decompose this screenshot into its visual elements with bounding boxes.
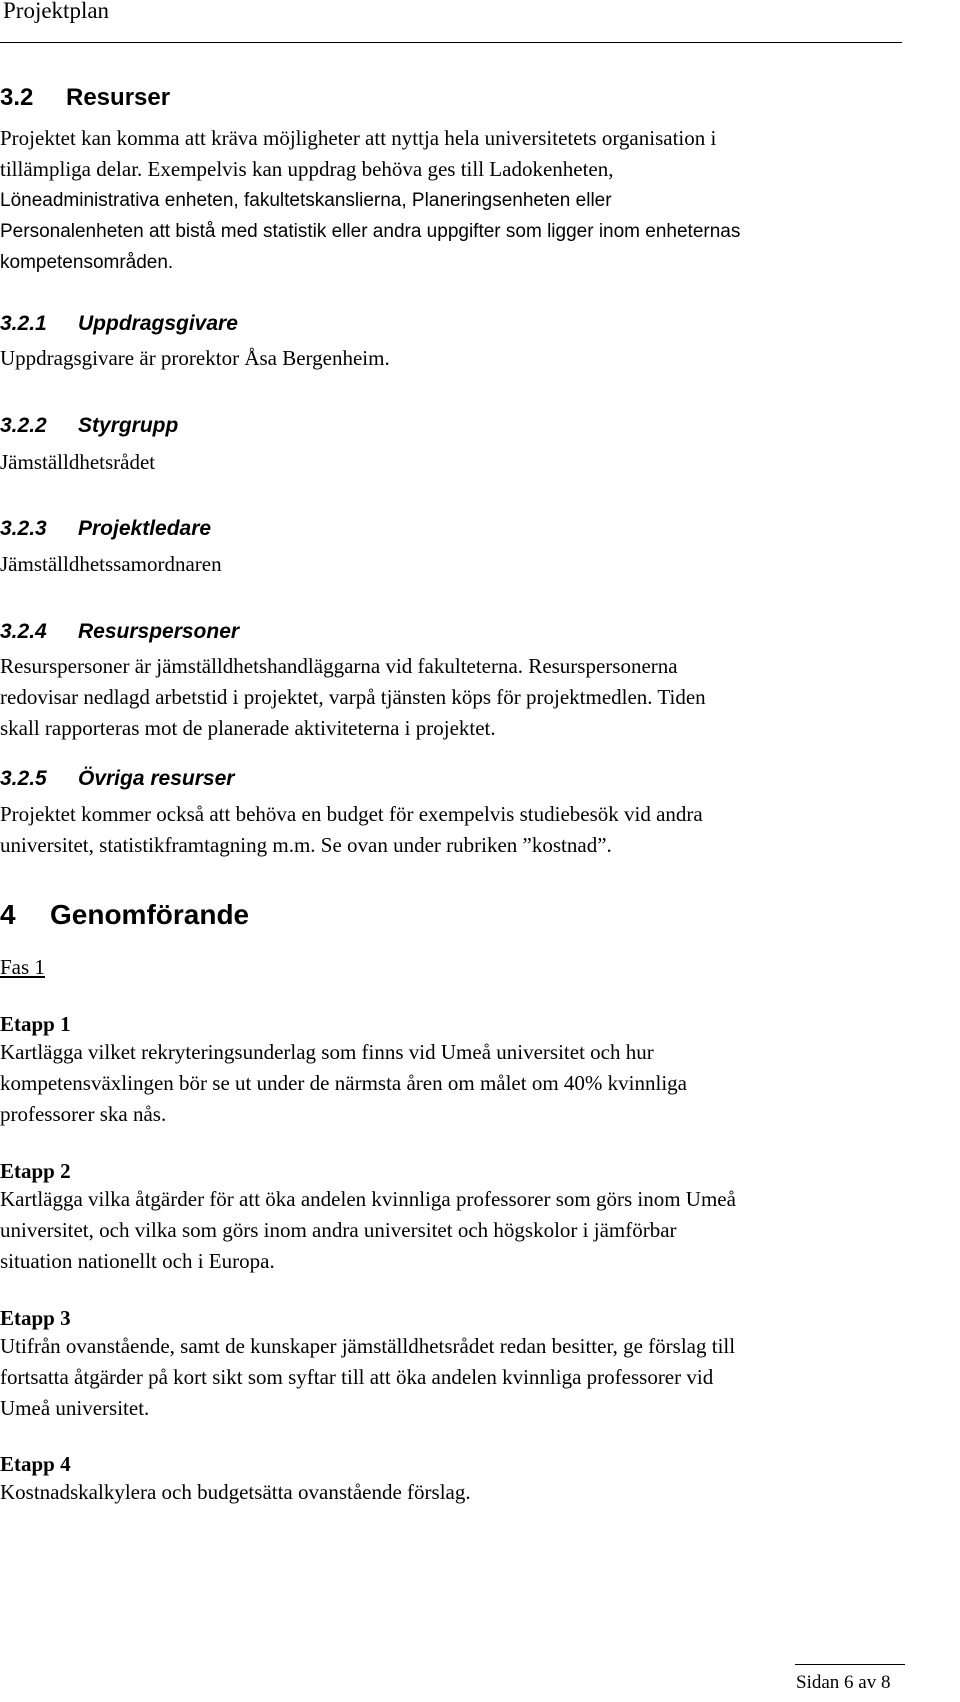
section-number: 3.2 — [0, 84, 34, 111]
paragraph-line: redovisar nedlagd arbetstid i projektet, varpå tjänsten köps för projektmedlen. Tiden — [0, 685, 706, 709]
etapp-3-text — [0, 1331, 735, 1424]
paragraph-line: Projektet kan komma att kräva möjligheter att nyttja hela universitetets organisation i — [0, 126, 717, 150]
paragraph-line: Kartlägga vilka åtgärder för att öka andelen kvinnliga professorer som görs inom Umeå — [0, 1187, 736, 1211]
etapp-1-text — [0, 1037, 687, 1130]
etapp-1-heading: Etapp 1 — [0, 1012, 71, 1036]
paragraph-line: Kostnadskalkylera och budgetsätta ovanstående förslag. — [0, 1480, 471, 1504]
section-heading-3-2 — [0, 84, 170, 112]
paragraph-line: situation nationellt och i Europa. — [0, 1249, 275, 1273]
section-number: 3.2.1 — [0, 312, 47, 335]
section-title: Uppdragsgivare — [78, 312, 238, 335]
section-number: 3.2.2 — [0, 414, 47, 437]
section-number: 3.2.5 — [0, 767, 47, 790]
paragraph-line: Kartlägga vilket rekryteringsunderlag som finns vid Umeå universitet och hur — [0, 1040, 654, 1064]
paragraph-line: Jämställdhetssamordnaren — [0, 552, 222, 576]
paragraph-line: skall rapporteras mot de planerade aktiviteterna i projektet. — [0, 716, 496, 740]
section-3-2-paragraph — [0, 123, 716, 185]
section-title: Övriga resurser — [78, 767, 235, 790]
paragraph-line: tillämpliga delar. Exempelvis kan uppdrag behöva ges till Ladokenheten, — [0, 157, 614, 181]
etapp-4-heading: Etapp 4 — [0, 1452, 71, 1476]
paragraph-line: kompetensområden. — [0, 252, 174, 273]
paragraph-line: fortsatta åtgärder på kort sikt som syftar till att öka andelen kvinnliga professorer vid — [0, 1365, 714, 1389]
paragraph-line: kompetensväxlingen bör se ut under de närmsta åren om målet om 40% kvinnliga — [0, 1071, 687, 1095]
paragraph-line: Jämställdhetsrådet — [0, 450, 156, 474]
section-3-2-4-text — [0, 651, 706, 744]
page-number: Sidan 6 av 8 — [796, 1672, 891, 1693]
paragraph-line: Utifrån ovanstående, samt de kunskaper jämställdhetsrådet redan besitter, ge förslag till — [0, 1334, 736, 1358]
footer-rule — [795, 1664, 905, 1665]
header-rule — [0, 42, 902, 43]
section-title: Genomförande — [50, 899, 250, 930]
etapp-2-heading: Etapp 2 — [0, 1159, 71, 1183]
paragraph-line: Löneadministrativa enheten, fakultetskanslierna, Planeringsenheten eller — [0, 190, 612, 211]
phase-label: Fas 1 — [0, 955, 45, 979]
section-number: 3.2.3 — [0, 517, 47, 540]
section-heading-3-2-3 — [0, 516, 211, 542]
paragraph-line: Uppdragsgivare är prorektor Åsa Bergenheim. — [0, 346, 390, 370]
section-3-2-2-text — [0, 447, 155, 478]
paragraph-line: Personalenheten att bistå med statistik eller andra uppgifter som ligger inom enheternas — [0, 221, 741, 242]
section-number: 4 — [0, 899, 16, 930]
header-title: Projektplan — [3, 0, 110, 23]
section-title: Resurspersoner — [78, 620, 240, 643]
section-number: 3.2.4 — [0, 620, 47, 643]
section-3-2-1-text — [0, 343, 390, 374]
etapp-2-text — [0, 1184, 736, 1277]
section-heading-3-2-1 — [0, 311, 238, 337]
section-3-2-3-text — [0, 549, 222, 580]
section-heading-3-2-4 — [0, 619, 239, 645]
paragraph-line: professorer ska nås. — [0, 1102, 167, 1126]
paragraph-line: Projektet kommer också att behöva en budget för exempelvis studiebesök vid andra — [0, 802, 703, 826]
section-heading-4 — [0, 899, 249, 931]
etapp-3-heading: Etapp 3 — [0, 1306, 71, 1330]
section-title: Projektledare — [78, 517, 212, 540]
paragraph-line: universitet, statistikframtagning m.m. Se ovan under rubriken ”kostnad”. — [0, 833, 612, 857]
section-3-2-paragraph-continued — [0, 185, 740, 278]
section-3-2-5-text — [0, 799, 703, 861]
section-title: Styrgrupp — [78, 414, 179, 437]
section-heading-3-2-2 — [0, 413, 178, 439]
paragraph-line: Resurspersoner är jämställdhetshandläggarna vid fakulteterna. Resurspersonerna — [0, 654, 678, 678]
etapp-4-text — [0, 1477, 471, 1508]
paragraph-line: Umeå universitet. — [0, 1396, 150, 1420]
paragraph-line: universitet, och vilka som görs inom andra universitet och högskolor i jämförbar — [0, 1218, 677, 1242]
section-title: Resurser — [66, 84, 171, 111]
section-heading-3-2-5 — [0, 766, 234, 792]
